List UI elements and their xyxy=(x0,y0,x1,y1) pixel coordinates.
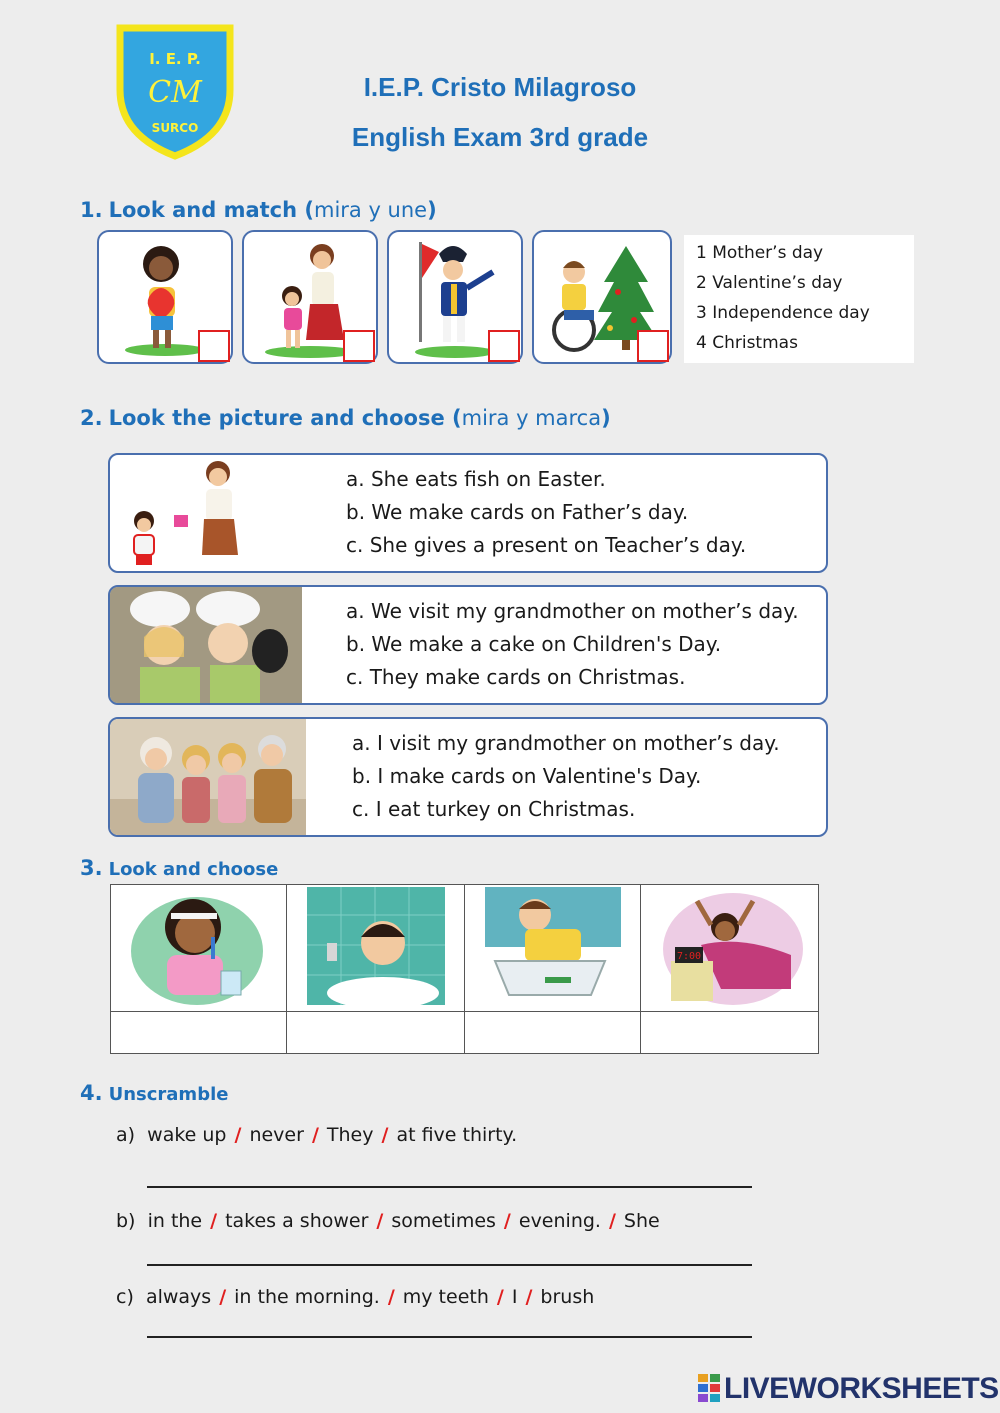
answer-cell-2[interactable] xyxy=(287,1012,465,1054)
routine-cell-1 xyxy=(111,885,287,1012)
section3-heading xyxy=(80,856,278,880)
liveworksheets-mini-icon xyxy=(698,1374,722,1404)
option-3: 3 Independence day xyxy=(696,303,870,323)
liveworksheets-logo xyxy=(698,1372,999,1406)
section1-number: 1. xyxy=(80,198,103,222)
section4-heading xyxy=(80,1081,228,1105)
unscramble-c-label: c) xyxy=(116,1286,134,1308)
unscramble-b-label: b) xyxy=(116,1210,136,1232)
option-4: 4 Christmas xyxy=(696,333,798,353)
section1-heading: 1. Look and match (mira y une) xyxy=(80,198,437,222)
clock-readout: 7:00 xyxy=(676,951,702,962)
choose-1-option-c[interactable]: c. She gives a present on Teacher’s day. xyxy=(346,533,747,557)
match-checkbox-4[interactable] xyxy=(637,330,669,362)
choose-options-3 xyxy=(352,727,780,826)
choose-3-option-b[interactable]: b. I make cards on Valentine's Day. xyxy=(352,764,702,788)
answer-cell-1[interactable] xyxy=(111,1012,287,1054)
boy-showering-illustration xyxy=(287,885,464,1007)
answer-cell-3[interactable] xyxy=(465,1012,641,1054)
holiday-options-list xyxy=(684,235,914,363)
section4-number: 4. xyxy=(80,1081,103,1105)
routine-cell-4 xyxy=(641,885,819,1012)
liveworksheets-brand-text: LIVEWORKSHEETS xyxy=(724,1372,999,1405)
option-1: 1 Mother’s day xyxy=(696,243,824,263)
choose-1-option-a[interactable]: a. She eats fish on Easter. xyxy=(346,467,606,491)
choose-options-2 xyxy=(346,595,799,694)
choose-2-option-b[interactable]: b. We make a cake on Children's Day. xyxy=(346,632,722,656)
option-2: 2 Valentine’s day xyxy=(696,273,843,293)
section3-title: Look and choose xyxy=(108,859,279,880)
choose-question-3 xyxy=(108,717,828,837)
girl-gives-gift-to-teacher-illustration xyxy=(114,455,254,571)
match-checkbox-1[interactable] xyxy=(198,330,230,362)
answer-line-b[interactable] xyxy=(147,1264,752,1266)
routine-cell-3 xyxy=(465,885,641,1012)
choose-2-option-c[interactable]: c. They make cards on Christmas. xyxy=(346,665,686,689)
match-checkbox-2[interactable] xyxy=(343,330,375,362)
section1-subtitle: mira y une xyxy=(313,198,428,222)
section2-subtitle: mira y marca xyxy=(461,406,602,430)
school-name: I.E.P. Cristo Milagroso xyxy=(363,72,637,102)
choose-question-2 xyxy=(108,585,828,705)
unscramble-b: b) in the / takes a shower / sometimes / evening. / She xyxy=(116,1210,660,1232)
choose-3-option-a[interactable]: a. I visit my grandmother on mother’s day. xyxy=(352,731,780,755)
choose-3-option-c[interactable]: c. I eat turkey on Christmas. xyxy=(352,797,636,821)
unscramble-a-label: a) xyxy=(116,1124,136,1146)
section1-title: Look and match ( xyxy=(108,198,314,222)
match-checkbox-3[interactable] xyxy=(488,330,520,362)
choose-question-1 xyxy=(108,453,828,573)
routine-table xyxy=(110,884,819,1054)
unscramble-a: a) wake up / never / They / at five thirty. xyxy=(116,1124,518,1146)
girl-waking-up-illustration xyxy=(641,885,818,1007)
section2-number: 2. xyxy=(80,406,103,430)
answer-line-c[interactable] xyxy=(147,1336,752,1338)
svg-text:CM: CM xyxy=(148,75,202,110)
section4-title: Unscramble xyxy=(108,1084,229,1105)
section2-heading: 2. Look the picture and choose (mira y marca) xyxy=(80,406,611,430)
answer-line-a[interactable] xyxy=(147,1186,752,1188)
svg-text:I. E. P.: I. E. P. xyxy=(149,50,201,68)
choose-2-option-a[interactable]: a. We visit my grandmother on mother’s day. xyxy=(346,599,799,623)
children-baking-photo xyxy=(110,587,302,703)
choose-1-option-b[interactable]: b. We make cards on Father’s day. xyxy=(346,500,689,524)
exam-title: English Exam 3rd grade xyxy=(351,122,649,152)
choose-options-1 xyxy=(346,463,746,562)
answer-cell-4[interactable] xyxy=(641,1012,819,1054)
routine-cell-2 xyxy=(287,885,465,1012)
section3-number: 3. xyxy=(80,856,103,880)
unscramble-c: c) always / in the morning. / my teeth / I / brush xyxy=(116,1286,595,1308)
svg-text:SURCO: SURCO xyxy=(151,121,199,135)
section2-title: Look the picture and choose ( xyxy=(108,406,462,430)
family-selfie-photo xyxy=(110,719,306,837)
girl-brushing-teeth-illustration xyxy=(111,885,286,1007)
boy-washing-face-illustration xyxy=(465,885,640,1007)
